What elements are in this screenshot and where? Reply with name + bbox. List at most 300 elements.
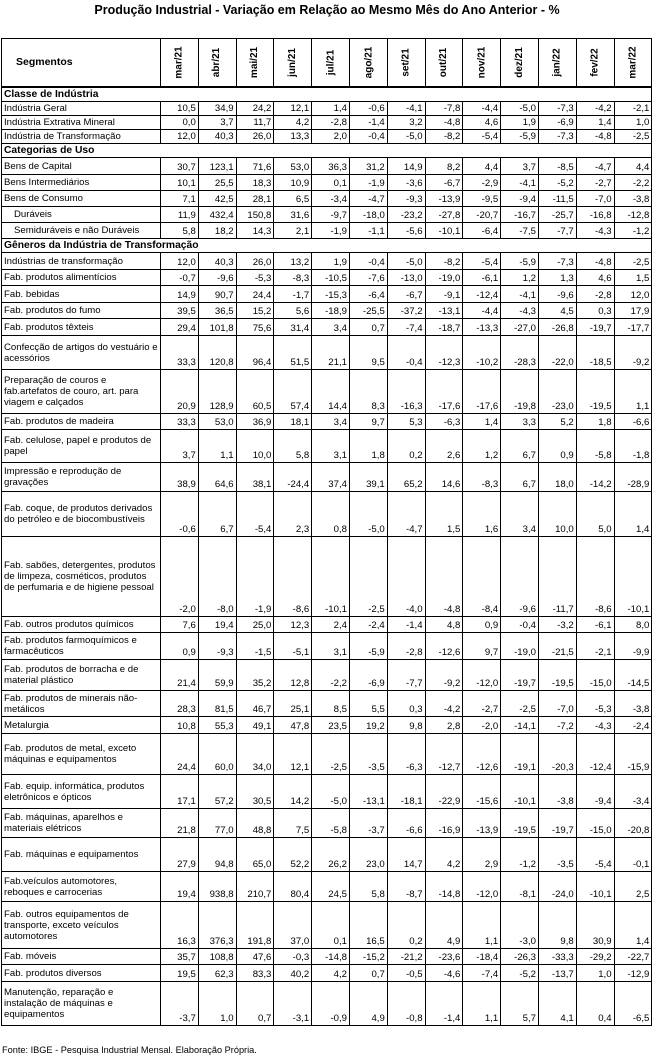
value-cell: -0,1 (614, 838, 652, 872)
value-cell: -7,2 (538, 717, 576, 734)
value-cell: -37,2 (387, 303, 425, 319)
value-cell: 0,2 (387, 902, 425, 949)
table-row (2, 734, 652, 775)
value-cell: -5,0 (501, 102, 539, 116)
value-cell: -8,2 (425, 253, 463, 270)
section-title: Gêneros da Indústria de Transformação (2, 239, 652, 253)
segment-label: Indústria Geral (2, 102, 161, 116)
segment-label: Fab. produtos alimentícios (2, 270, 161, 286)
value-cell: -23,6 (425, 949, 463, 965)
value-cell: 0,1 (312, 902, 350, 949)
segment-label: Fab. produtos diversos (2, 965, 161, 982)
value-cell: 24,4 (236, 286, 274, 303)
segment-label: Preparação de couros e fab.artefatos de couro, art. para viagem e calçados (2, 370, 161, 414)
value-cell: 1,8 (349, 430, 387, 463)
value-cell: -1,5 (236, 633, 274, 660)
value-cell: 51,5 (274, 336, 312, 370)
value-cell: -3,1 (274, 982, 312, 1026)
value-cell: -14,2 (576, 463, 614, 492)
value-cell: -15,6 (463, 775, 501, 809)
value-cell: 26,0 (236, 253, 274, 270)
value-cell: 12,8 (274, 660, 312, 691)
value-cell: -2,7 (463, 691, 501, 717)
value-cell: 34,0 (236, 734, 274, 775)
value-cell: -3,0 (501, 902, 539, 949)
value-cell: 19,2 (349, 717, 387, 734)
value-cell: 8,5 (312, 691, 350, 717)
value-cell: -1,1 (349, 223, 387, 239)
value-cell: -10,5 (312, 270, 350, 286)
value-cell: 4,9 (425, 902, 463, 949)
table-row (2, 191, 652, 207)
value-cell: -3,5 (538, 838, 576, 872)
value-cell: -5,2 (501, 965, 539, 982)
value-cell: 938,8 (198, 872, 236, 902)
value-cell: 4,2 (274, 116, 312, 130)
segment-label: Fab. produtos de madeira (2, 414, 161, 430)
value-cell: -12,9 (614, 965, 652, 982)
value-cell: 16,3 (161, 902, 199, 949)
value-cell: 0,0 (161, 116, 199, 130)
segment-label: Fab. produtos de minerais não-metálicos (2, 691, 161, 717)
value-cell: 25,0 (236, 617, 274, 633)
value-cell: 10,9 (274, 175, 312, 191)
value-cell: -2,4 (614, 717, 652, 734)
value-cell: -5,3 (236, 270, 274, 286)
value-cell: -9,6 (538, 286, 576, 303)
value-cell: 1,8 (576, 414, 614, 430)
value-cell: -4,2 (425, 691, 463, 717)
value-cell: 28,1 (236, 191, 274, 207)
value-cell: -21,5 (538, 633, 576, 660)
value-cell: 20,9 (161, 370, 199, 414)
table-row (2, 253, 652, 270)
value-cell: 9,8 (387, 717, 425, 734)
month-header (425, 39, 463, 88)
value-cell: 42,5 (198, 191, 236, 207)
value-cell: -20,7 (463, 207, 501, 223)
value-cell: -3,2 (538, 617, 576, 633)
value-cell: 9,8 (538, 902, 576, 949)
value-cell: -1,8 (614, 430, 652, 463)
value-cell: -5,9 (349, 633, 387, 660)
value-cell: -9,3 (198, 633, 236, 660)
value-cell: 19,4 (161, 872, 199, 902)
value-cell: 31,6 (274, 207, 312, 223)
value-cell: -5,0 (349, 492, 387, 537)
value-cell: -22,9 (425, 775, 463, 809)
month-header (614, 39, 652, 88)
value-cell: -6,1 (463, 270, 501, 286)
month-label: abr/21 (211, 47, 223, 78)
value-cell: -7,0 (576, 191, 614, 207)
value-cell: 52,2 (274, 838, 312, 872)
value-cell: -33,3 (538, 949, 576, 965)
section-title: Categorias de Uso (2, 144, 652, 158)
value-cell: 8,3 (349, 370, 387, 414)
segment-label: Fab. outros equipamentos de transporte, exceto veículos automotores (2, 902, 161, 949)
value-cell: -4,2 (576, 102, 614, 116)
value-cell: -13,1 (425, 303, 463, 319)
value-cell: 3,2 (387, 116, 425, 130)
segment-label: Semiduráveis e não Duráveis (2, 223, 161, 239)
value-cell: 37,0 (274, 902, 312, 949)
value-cell: -22,7 (614, 949, 652, 965)
value-cell: 77,0 (198, 809, 236, 838)
value-cell: 57,4 (274, 370, 312, 414)
value-cell: -24,4 (274, 463, 312, 492)
value-cell: -2,2 (312, 660, 350, 691)
table-row (2, 537, 652, 617)
month-header (387, 39, 425, 88)
value-cell: -6,6 (387, 809, 425, 838)
value-cell: -3,4 (312, 191, 350, 207)
production-table (1, 38, 652, 1026)
value-cell: -6,7 (387, 286, 425, 303)
table-title: Produção Industrial - Variação em Relação ao Mesmo Mês do Ano Anterior - % (94, 3, 560, 17)
table-row (2, 660, 652, 691)
table-row (2, 319, 652, 336)
value-cell: -0,6 (161, 492, 199, 537)
value-cell: -2,8 (387, 633, 425, 660)
value-cell: -8,2 (425, 130, 463, 144)
value-cell: 3,3 (501, 414, 539, 430)
value-cell: -14,8 (312, 949, 350, 965)
value-cell: 3,1 (312, 633, 350, 660)
value-cell: -10,1 (501, 775, 539, 809)
value-cell: -7,5 (501, 223, 539, 239)
segment-label: Indústria Extrativa Mineral (2, 116, 161, 130)
value-cell: -15,2 (349, 949, 387, 965)
segment-label: Bens de Consumo (2, 191, 161, 207)
value-cell: -3,8 (538, 775, 576, 809)
value-cell: -0,4 (349, 130, 387, 144)
value-cell: -22,0 (538, 336, 576, 370)
month-label: fev/22 (589, 48, 601, 77)
month-label: set/21 (400, 48, 412, 77)
value-cell: 65,2 (387, 463, 425, 492)
value-cell: -2,4 (349, 617, 387, 633)
value-cell: 35,2 (236, 660, 274, 691)
value-cell: 3,7 (198, 116, 236, 130)
value-cell: 2,1 (274, 223, 312, 239)
value-cell: 9,7 (349, 414, 387, 430)
value-cell: 94,8 (198, 838, 236, 872)
value-cell: 1,6 (463, 492, 501, 537)
value-cell: 53,0 (198, 414, 236, 430)
value-cell: 10,8 (161, 717, 199, 734)
value-cell: 2,3 (274, 492, 312, 537)
table-row (2, 775, 652, 809)
value-cell: -1,9 (349, 175, 387, 191)
value-cell: -1,4 (349, 116, 387, 130)
value-cell: 55,3 (198, 717, 236, 734)
value-cell: 48,8 (236, 809, 274, 838)
value-cell: 108,8 (198, 949, 236, 965)
segment-label: Fab. máquinas e equipamentos (2, 838, 161, 872)
segment-label: Fab. máquinas, aparelhos e materiais elétricos (2, 809, 161, 838)
value-cell: -15,0 (576, 809, 614, 838)
value-cell: -28,9 (614, 463, 652, 492)
value-cell: -12,3 (425, 336, 463, 370)
value-cell: 2,9 (463, 838, 501, 872)
value-cell: -8,3 (463, 463, 501, 492)
value-cell: 17,1 (161, 775, 199, 809)
value-cell: -10,1 (614, 537, 652, 617)
table-row (2, 414, 652, 430)
value-cell: 30,9 (576, 902, 614, 949)
table-row (2, 336, 652, 370)
value-cell: 4,8 (425, 617, 463, 633)
section-header-row (2, 239, 652, 253)
value-cell: 5,0 (576, 492, 614, 537)
value-cell: -7,8 (425, 102, 463, 116)
value-cell: -12,0 (463, 872, 501, 902)
value-cell: 10,1 (161, 175, 199, 191)
value-cell: -8,1 (501, 872, 539, 902)
value-cell: -12,8 (614, 207, 652, 223)
value-cell: 37,4 (312, 463, 350, 492)
month-header (236, 39, 274, 88)
value-cell: -5,0 (387, 130, 425, 144)
value-cell: -2,7 (576, 175, 614, 191)
value-cell: 3,4 (312, 319, 350, 336)
value-cell: -17,6 (463, 370, 501, 414)
segmentos-header: Segmentos (2, 39, 161, 88)
value-cell: -2,0 (463, 717, 501, 734)
value-cell: -6,6 (614, 414, 652, 430)
value-cell: 12,0 (614, 286, 652, 303)
value-cell: -3,5 (349, 734, 387, 775)
value-cell: 5,8 (161, 223, 199, 239)
segment-label: Fab. outros produtos químicos (2, 617, 161, 633)
value-cell: -19,7 (576, 319, 614, 336)
value-cell: -12,6 (463, 734, 501, 775)
value-cell: 31,4 (274, 319, 312, 336)
value-cell: -26,3 (501, 949, 539, 965)
value-cell: 83,3 (236, 965, 274, 982)
month-label: mai/21 (249, 46, 261, 79)
segment-label: Fab. bebidas (2, 286, 161, 303)
value-cell: -0,5 (387, 965, 425, 982)
value-cell: 12,1 (274, 734, 312, 775)
value-cell: 5,8 (349, 872, 387, 902)
value-cell: 1,0 (576, 965, 614, 982)
value-cell: -9,2 (614, 336, 652, 370)
segment-label: Fab. equip. informática, produtos eletrônicos e ópticos (2, 775, 161, 809)
value-cell: 26,0 (236, 130, 274, 144)
segment-label: Fab. sabões, detergentes, produtos de limpeza, cosméticos, produtos de perfumaria e de higiene pessoal (2, 537, 161, 617)
value-cell: 11,9 (161, 207, 199, 223)
value-cell: -19,1 (501, 734, 539, 775)
value-cell: 21,8 (161, 809, 199, 838)
value-cell: -16,7 (501, 207, 539, 223)
value-cell: 3,7 (161, 430, 199, 463)
value-cell: 1,0 (198, 982, 236, 1026)
table-row (2, 463, 652, 492)
value-cell: 39,5 (161, 303, 199, 319)
value-cell: -27,0 (501, 319, 539, 336)
table-row (2, 492, 652, 537)
value-cell: -2,0 (161, 537, 199, 617)
value-cell: -19,5 (501, 809, 539, 838)
value-cell: 1,4 (312, 102, 350, 116)
value-cell: -2,8 (312, 116, 350, 130)
value-cell: 191,8 (236, 902, 274, 949)
segment-label: Fab. móveis (2, 949, 161, 965)
value-cell: -4,3 (576, 717, 614, 734)
value-cell: -20,8 (614, 809, 652, 838)
segment-label: Fab. coque, de produtos derivados do petróleo e de biocombustíveis (2, 492, 161, 537)
value-cell: -14,1 (501, 717, 539, 734)
value-cell: 28,3 (161, 691, 199, 717)
value-cell: 1,1 (463, 902, 501, 949)
value-cell: 0,9 (538, 430, 576, 463)
value-cell: -6,1 (576, 617, 614, 633)
value-cell: 18,1 (274, 414, 312, 430)
value-cell: 81,5 (198, 691, 236, 717)
value-cell: -7,6 (349, 270, 387, 286)
value-cell: -5,8 (312, 809, 350, 838)
value-cell: 90,7 (198, 286, 236, 303)
month-header (312, 39, 350, 88)
value-cell: 19,5 (161, 965, 199, 982)
value-cell: -0,8 (387, 982, 425, 1026)
value-cell: -6,3 (387, 734, 425, 775)
value-cell: 6,7 (198, 492, 236, 537)
value-cell: -17,6 (425, 370, 463, 414)
value-cell: 2,0 (312, 130, 350, 144)
value-cell: -13,9 (463, 809, 501, 838)
value-cell: -8,6 (576, 537, 614, 617)
value-cell: -28,3 (501, 336, 539, 370)
value-cell: 7,6 (161, 617, 199, 633)
value-cell: 6,5 (274, 191, 312, 207)
segment-label: Impressão e reprodução de gravações (2, 463, 161, 492)
table-row (2, 207, 652, 223)
table-row (2, 303, 652, 319)
table-row (2, 633, 652, 660)
value-cell: -19,0 (425, 270, 463, 286)
value-cell: -16,9 (425, 809, 463, 838)
value-cell: 0,3 (387, 691, 425, 717)
value-cell: -4,3 (501, 303, 539, 319)
month-header (501, 39, 539, 88)
segment-label: Confecção de artigos do vestuário e acessórios (2, 336, 161, 370)
value-cell: 376,3 (198, 902, 236, 949)
value-cell: -13,1 (349, 775, 387, 809)
value-cell: -5,4 (463, 253, 501, 270)
value-cell: -0,4 (349, 253, 387, 270)
value-cell: -6,9 (349, 660, 387, 691)
value-cell: -19,7 (501, 660, 539, 691)
value-cell: 5,8 (274, 430, 312, 463)
value-cell: 4,4 (463, 158, 501, 175)
value-cell: 16,5 (349, 902, 387, 949)
value-cell: -8,0 (198, 537, 236, 617)
value-cell: 7,5 (274, 809, 312, 838)
value-cell: -8,6 (274, 537, 312, 617)
value-cell: -0,4 (501, 617, 539, 633)
value-cell: 39,1 (349, 463, 387, 492)
value-cell: 14,9 (387, 158, 425, 175)
value-cell: -2,5 (312, 734, 350, 775)
value-cell: -2,5 (614, 130, 652, 144)
value-cell: -4,1 (501, 286, 539, 303)
value-cell: 4,5 (538, 303, 576, 319)
value-cell: 33,3 (161, 414, 199, 430)
value-cell: 1,9 (312, 253, 350, 270)
value-cell: 1,4 (463, 414, 501, 430)
value-cell: -23,0 (538, 370, 576, 414)
value-cell: 3,4 (501, 492, 539, 537)
value-cell: -18,0 (349, 207, 387, 223)
value-cell: 123,1 (198, 158, 236, 175)
value-cell: 19,4 (198, 617, 236, 633)
value-cell: -25,7 (538, 207, 576, 223)
value-cell: -27,8 (425, 207, 463, 223)
value-cell: 1,5 (614, 270, 652, 286)
value-cell: -19,0 (501, 633, 539, 660)
value-cell: 1,3 (538, 270, 576, 286)
value-cell: -17,7 (614, 319, 652, 336)
value-cell: 14,6 (425, 463, 463, 492)
value-cell: 33,3 (161, 336, 199, 370)
value-cell: -4,8 (425, 537, 463, 617)
value-cell: -2,2 (614, 175, 652, 191)
table-row (2, 838, 652, 872)
value-cell: 96,4 (236, 336, 274, 370)
table-row (2, 286, 652, 303)
value-cell: -4,1 (387, 102, 425, 116)
value-cell: 3,1 (312, 430, 350, 463)
value-cell: 6,7 (501, 430, 539, 463)
value-cell: 60,0 (198, 734, 236, 775)
value-cell: 36,5 (198, 303, 236, 319)
value-cell: -13,7 (538, 965, 576, 982)
value-cell: 1,1 (614, 370, 652, 414)
month-label: jun/21 (287, 48, 299, 77)
table-row (2, 116, 652, 130)
value-cell: 0,9 (463, 617, 501, 633)
value-cell: 0,9 (161, 633, 199, 660)
value-cell: 71,6 (236, 158, 274, 175)
value-cell: -7,3 (538, 253, 576, 270)
value-cell: -10,1 (312, 537, 350, 617)
value-cell: -24,0 (538, 872, 576, 902)
value-cell: 53,0 (274, 158, 312, 175)
value-cell: -4,4 (463, 102, 501, 116)
table-row (2, 158, 652, 175)
month-header (161, 39, 199, 88)
value-cell: -13,0 (387, 270, 425, 286)
value-cell: -14,8 (425, 872, 463, 902)
table-body (2, 87, 652, 1026)
value-cell: 5,2 (538, 414, 576, 430)
month-label: jan/22 (551, 48, 563, 77)
value-cell: 8,0 (614, 617, 652, 633)
table-row (2, 430, 652, 463)
value-cell: 31,2 (349, 158, 387, 175)
value-cell: 0,4 (576, 982, 614, 1026)
value-cell: -6,7 (425, 175, 463, 191)
value-cell: -9,5 (463, 191, 501, 207)
value-cell: -3,6 (387, 175, 425, 191)
value-cell: -7,4 (387, 319, 425, 336)
month-label: ago/21 (362, 46, 374, 79)
value-cell: -15,9 (614, 734, 652, 775)
value-cell: -4,0 (387, 537, 425, 617)
